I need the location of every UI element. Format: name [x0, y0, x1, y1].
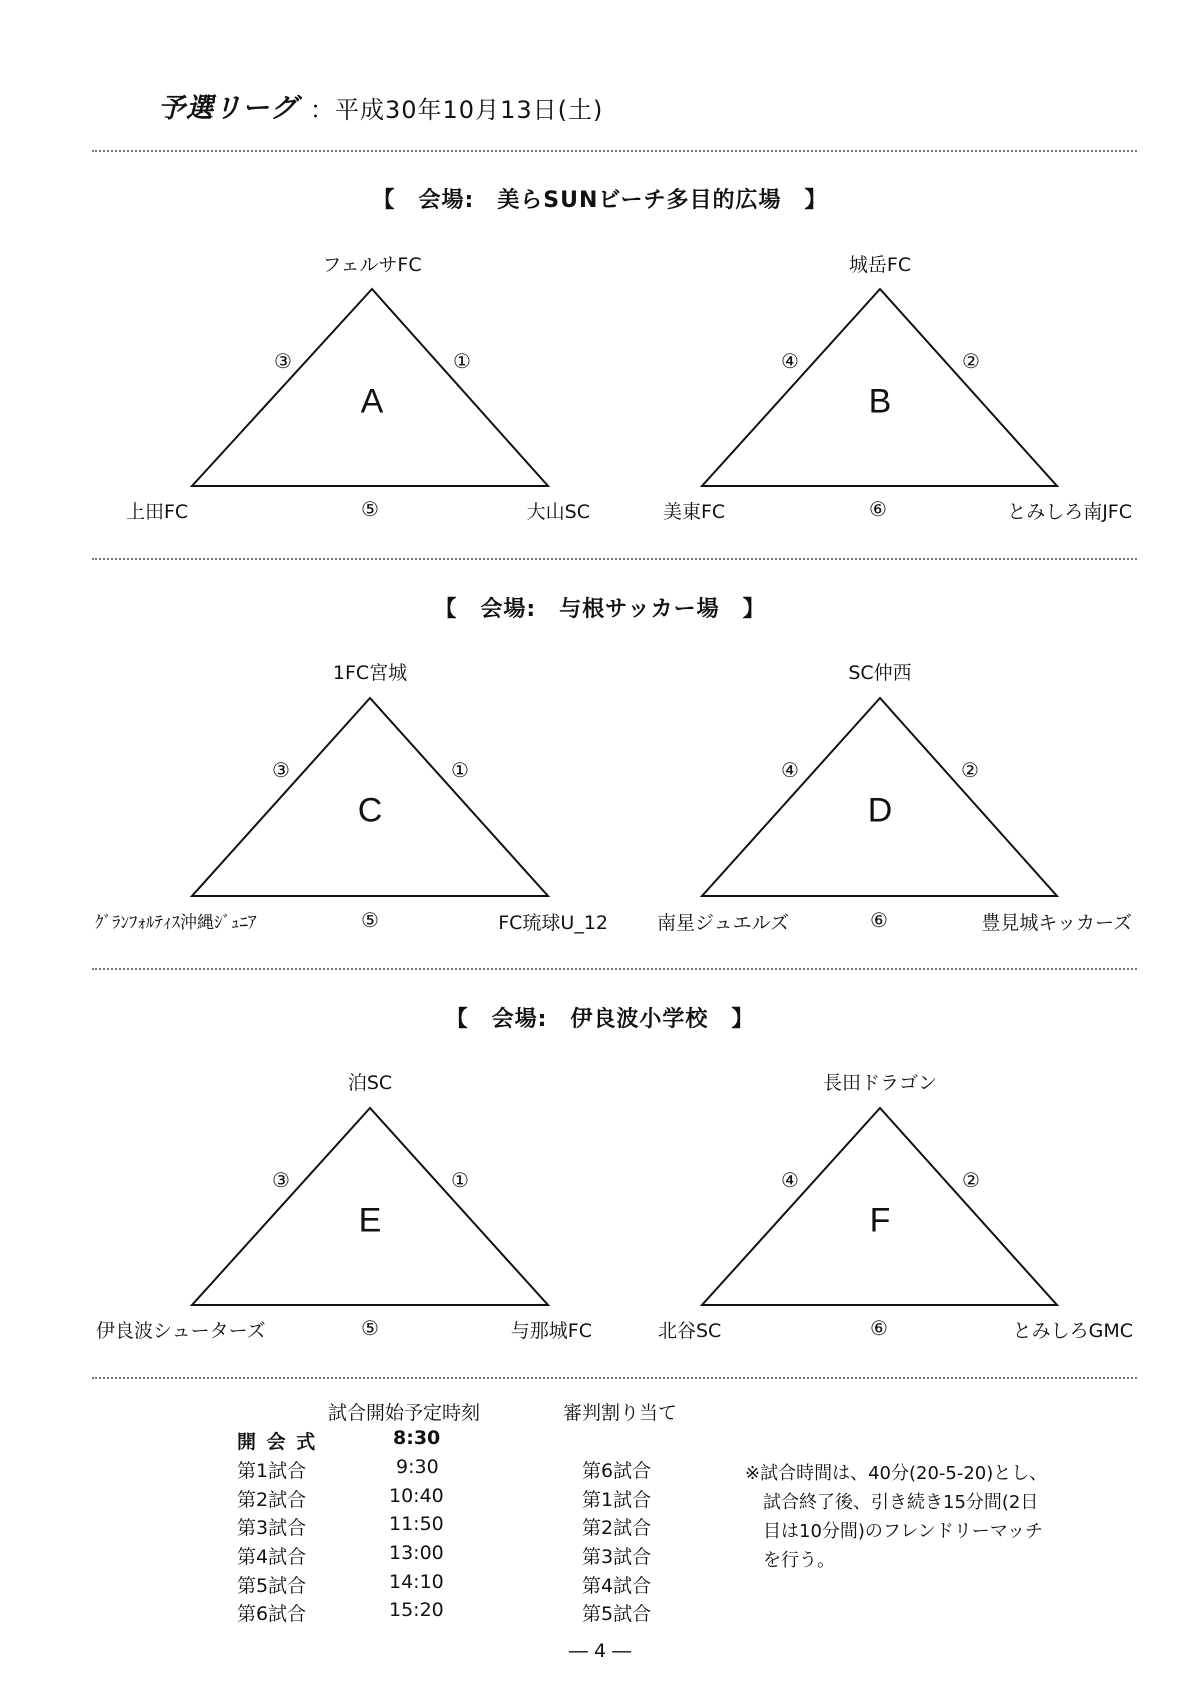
team-right: 与那城FC [510, 1320, 592, 1342]
team-left: ｸﾞﾗﾝﾌｫﾙﾃｨｽ沖縄ｼﾞｭﾆｱ [95, 913, 257, 933]
match-number: ① [451, 758, 469, 782]
schedule-row-time: 10:40 [389, 1485, 444, 1507]
team-right: とみしろ南JFC [1007, 501, 1132, 523]
team-top: 長田ドラゴン [822, 1072, 938, 1094]
match-number: ③ [272, 758, 290, 782]
venue-heading-3: 【 会場: 伊良波小学校 】 [445, 1007, 755, 1032]
schedule-row-referee: 第1試合 [582, 1489, 652, 1511]
group-letter: D [867, 791, 893, 830]
match-number: ⑥ [869, 497, 887, 521]
schedule-row-referee: 第3試合 [582, 1546, 652, 1568]
schedule-row-label: 第2試合 [237, 1489, 307, 1511]
page-title: 予選リーグ [158, 93, 298, 124]
match-number: ③ [272, 1168, 290, 1192]
schedule-row-time: 15:20 [389, 1599, 444, 1621]
note-line: 試合終了後、引き続き15分間(2日 [763, 1492, 1039, 1513]
schedule-row-referee: 第4試合 [582, 1575, 652, 1597]
schedule-row-time: 8:30 [393, 1427, 441, 1449]
team-left: 伊良波シューターズ [96, 1320, 266, 1342]
team-right: 豊見城キッカーズ [981, 912, 1132, 934]
schedule-row-label: 第5試合 [237, 1575, 307, 1597]
team-left: 南星ジュエルズ [657, 912, 790, 934]
match-number: ④ [781, 349, 799, 373]
match-number: ⑥ [870, 908, 888, 932]
match-number: ④ [781, 1168, 799, 1192]
match-number: ① [453, 349, 471, 373]
team-top: SC仲西 [848, 662, 912, 684]
team-left: 北谷SC [658, 1320, 722, 1342]
match-number: ④ [781, 758, 799, 782]
schedule-row-label: 第6試合 [237, 1603, 307, 1625]
team-top: フェルサFC [322, 254, 422, 276]
team-left: 上田FC [126, 501, 189, 523]
group-letter: E [358, 1201, 382, 1240]
schedule-row-time: 11:50 [389, 1513, 444, 1535]
match-number: ⑤ [361, 1316, 379, 1340]
match-number: ② [962, 1168, 980, 1192]
match-number: ⑤ [361, 908, 379, 932]
page-number: ― 4 ― [568, 1640, 632, 1662]
team-top: 城岳FC [848, 254, 912, 276]
match-rules-note [745, 1459, 1105, 1575]
team-right: とみしろGMC [1012, 1320, 1133, 1342]
team-top: 泊SC [347, 1072, 393, 1094]
schedule-row-label: 第1試合 [237, 1460, 307, 1482]
schedule-row-label: 開 会 式 [237, 1431, 318, 1453]
schedule-row-time: 13:00 [389, 1542, 444, 1564]
schedule-time-header: 試合開始予定時刻 [328, 1402, 481, 1424]
schedule-row-referee: 第2試合 [582, 1517, 652, 1539]
group-letter: B [868, 382, 892, 421]
group-letter: C [357, 791, 383, 830]
schedule-row-label: 第4試合 [237, 1546, 307, 1568]
match-number: ② [962, 349, 980, 373]
note-line: ※試合時間は、40分(20-5-20)とし、 [745, 1463, 1048, 1484]
note-line: 目は10分間)のフレンドリーマッチ [763, 1521, 1044, 1542]
match-number: ① [451, 1168, 469, 1192]
schedule-row-label: 第3試合 [237, 1517, 307, 1539]
team-right: FC琉球U_12 [498, 912, 608, 934]
venue-heading-2: 【 会場: 与根サッカー場 】 [434, 597, 766, 622]
schedule-row-referee: 第6試合 [582, 1460, 652, 1482]
match-number: ② [961, 758, 979, 782]
schedule-row-time: 9:30 [396, 1456, 439, 1478]
team-left: 美東FC [663, 501, 726, 523]
team-right: 大山SC [526, 501, 590, 523]
group-letter: A [360, 382, 384, 421]
note-line: を行う。 [763, 1550, 835, 1571]
schedule-row-referee: 第5試合 [582, 1603, 652, 1625]
venue-heading-1: 【 会場: 美らSUNビーチ多目的広場 】 [372, 188, 828, 213]
schedule-row-time: 14:10 [389, 1571, 444, 1593]
schedule-referee-header: 審判割り当て [563, 1402, 678, 1424]
team-top: 1FC宮城 [332, 662, 408, 684]
match-number: ③ [274, 349, 292, 373]
match-number: ⑥ [870, 1316, 888, 1340]
group-letter: F [869, 1201, 891, 1240]
page-date: ：平成30年10月13日(土) [310, 96, 604, 124]
match-number: ⑤ [361, 497, 379, 521]
